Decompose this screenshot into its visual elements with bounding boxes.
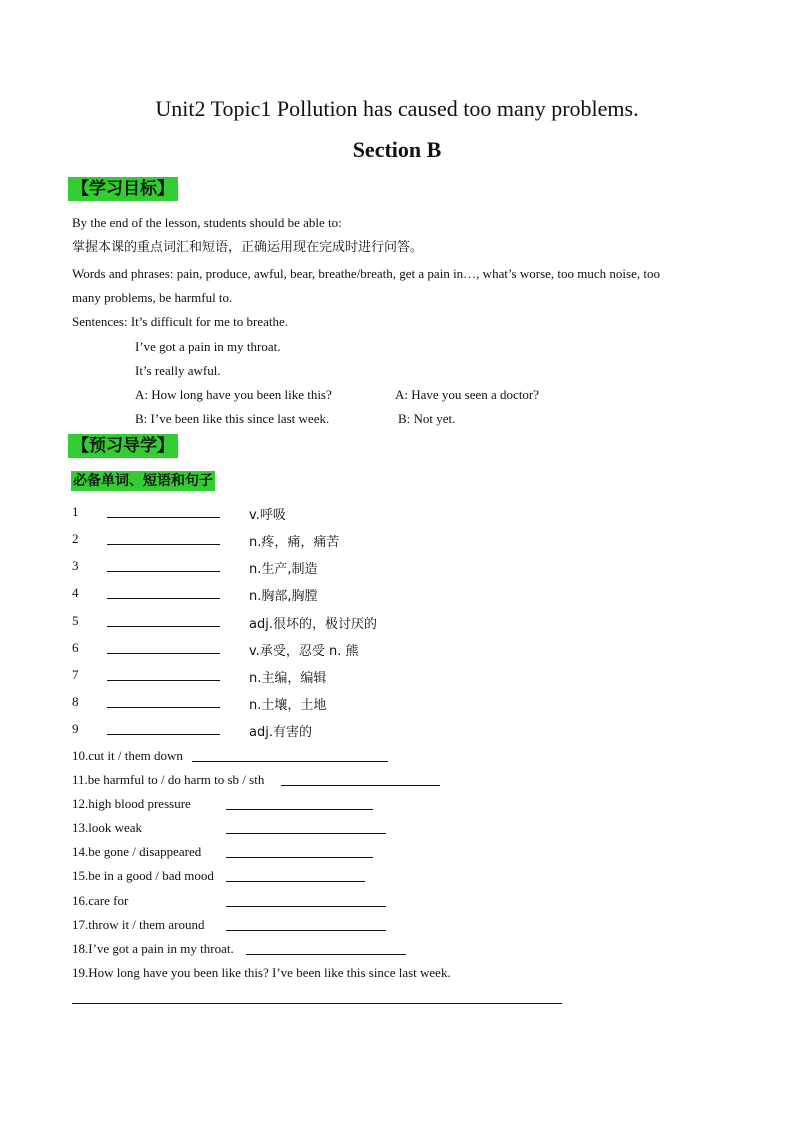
- dialog-b1: B: I’ve been like this since last week.: [135, 411, 330, 426]
- vocab-meaning: n.疼，痛，痛苦: [249, 535, 340, 550]
- vocab-meaning: n.生产,制造: [249, 562, 318, 577]
- vocab-meaning: adj.有害的: [249, 725, 312, 740]
- vocab-meaning: n.土壤，土地: [249, 698, 327, 713]
- vocab-blank[interactable]: [107, 584, 220, 599]
- vocab-blank[interactable]: [107, 720, 220, 735]
- objectives-intro: By the end of the lesson, students should be able to:: [72, 215, 342, 230]
- vocab-blank[interactable]: [107, 557, 220, 572]
- phrase-blank[interactable]: [246, 940, 406, 955]
- phrase-blank[interactable]: [226, 892, 386, 907]
- vocab-meaning: v.呼吸: [249, 508, 286, 523]
- vocab-number: 4: [72, 585, 79, 600]
- phrase-blank[interactable]: [72, 989, 562, 1004]
- sentences-label: Sentences: It’s difficult for me to breathe.: [72, 314, 288, 329]
- phrase-item: 18.I’ve got a pain in my throat.: [72, 941, 234, 956]
- phrase-item: 15.be in a good / bad mood: [72, 868, 214, 883]
- vocab-number: 5: [72, 613, 79, 628]
- vocab-number: 8: [72, 694, 79, 709]
- vocab-number: 9: [72, 721, 79, 736]
- page-title: Unit2 Topic1 Pollution has caused too many problems.: [155, 96, 639, 121]
- vocab-blank[interactable]: [107, 666, 220, 681]
- preview-subheading: 必备单词、短语和句子: [73, 473, 213, 489]
- phrase-blank[interactable]: [226, 843, 373, 858]
- dialog-a2: A: Have you seen a doctor?: [395, 387, 540, 402]
- section-title: Section B: [352, 137, 442, 162]
- vocab-number: 7: [72, 667, 79, 682]
- vocab-number: 1: [72, 504, 79, 519]
- vocab-blank[interactable]: [107, 530, 220, 545]
- vocab-blank[interactable]: [107, 693, 220, 708]
- vocab-meaning: adj.很坏的，极讨厌的: [249, 617, 377, 632]
- vocab-number: 3: [72, 558, 79, 573]
- vocab-blank[interactable]: [107, 639, 220, 654]
- phrase-blank[interactable]: [226, 819, 386, 834]
- objectives-heading: 【学习目标】: [68, 177, 178, 201]
- phrase-item: 10.cut it / them down: [72, 748, 183, 763]
- words-phrases-line1: Words and phrases: pain, produce, awful, bear, breathe/breath, get a pain in…, what’s worse, too much noise, too: [72, 266, 660, 281]
- vocab-blank[interactable]: [107, 612, 220, 627]
- phrase-blank[interactable]: [226, 795, 373, 810]
- phrase-item: 19.How long have you been like this? I’ve been like this since last week.: [72, 965, 451, 980]
- words-phrases-line2: many problems, be harmful to.: [72, 290, 233, 305]
- preview-heading: 【预习导学】: [68, 434, 178, 458]
- vocab-number: 6: [72, 640, 79, 655]
- phrase-item: 12.high blood pressure: [72, 796, 191, 811]
- phrase-item: 17.throw it / them around: [72, 917, 205, 932]
- vocab-meaning: v.承受，忍受 n. 熊: [249, 644, 359, 659]
- phrase-blank[interactable]: [226, 916, 386, 931]
- phrase-item: 13.look weak: [72, 820, 143, 835]
- phrase-blank[interactable]: [226, 867, 365, 882]
- phrase-item: 11.be harmful to / do harm to sb / sth: [72, 772, 265, 787]
- vocab-meaning: n.胸部,胸膛: [249, 589, 318, 604]
- vocab-blank[interactable]: [107, 503, 220, 518]
- dialog-a1: A: How long have you been like this?: [135, 387, 332, 402]
- sentence-2: It’s really awful.: [135, 363, 221, 378]
- phrase-blank[interactable]: [192, 747, 388, 762]
- phrase-blank[interactable]: [281, 771, 440, 786]
- vocab-meaning: n.主编，编辑: [249, 671, 327, 686]
- dialog-b2: B: Not yet.: [398, 411, 456, 426]
- vocab-number: 2: [72, 531, 79, 546]
- phrase-item: 14.be gone / disappeared: [72, 844, 202, 859]
- phrase-item: 16.care for: [72, 893, 129, 908]
- objectives-goal: 掌握本课的重点词汇和短语，正确运用现在完成时进行问答。: [72, 240, 424, 255]
- sentence-1: I’ve got a pain in my throat.: [135, 339, 281, 354]
